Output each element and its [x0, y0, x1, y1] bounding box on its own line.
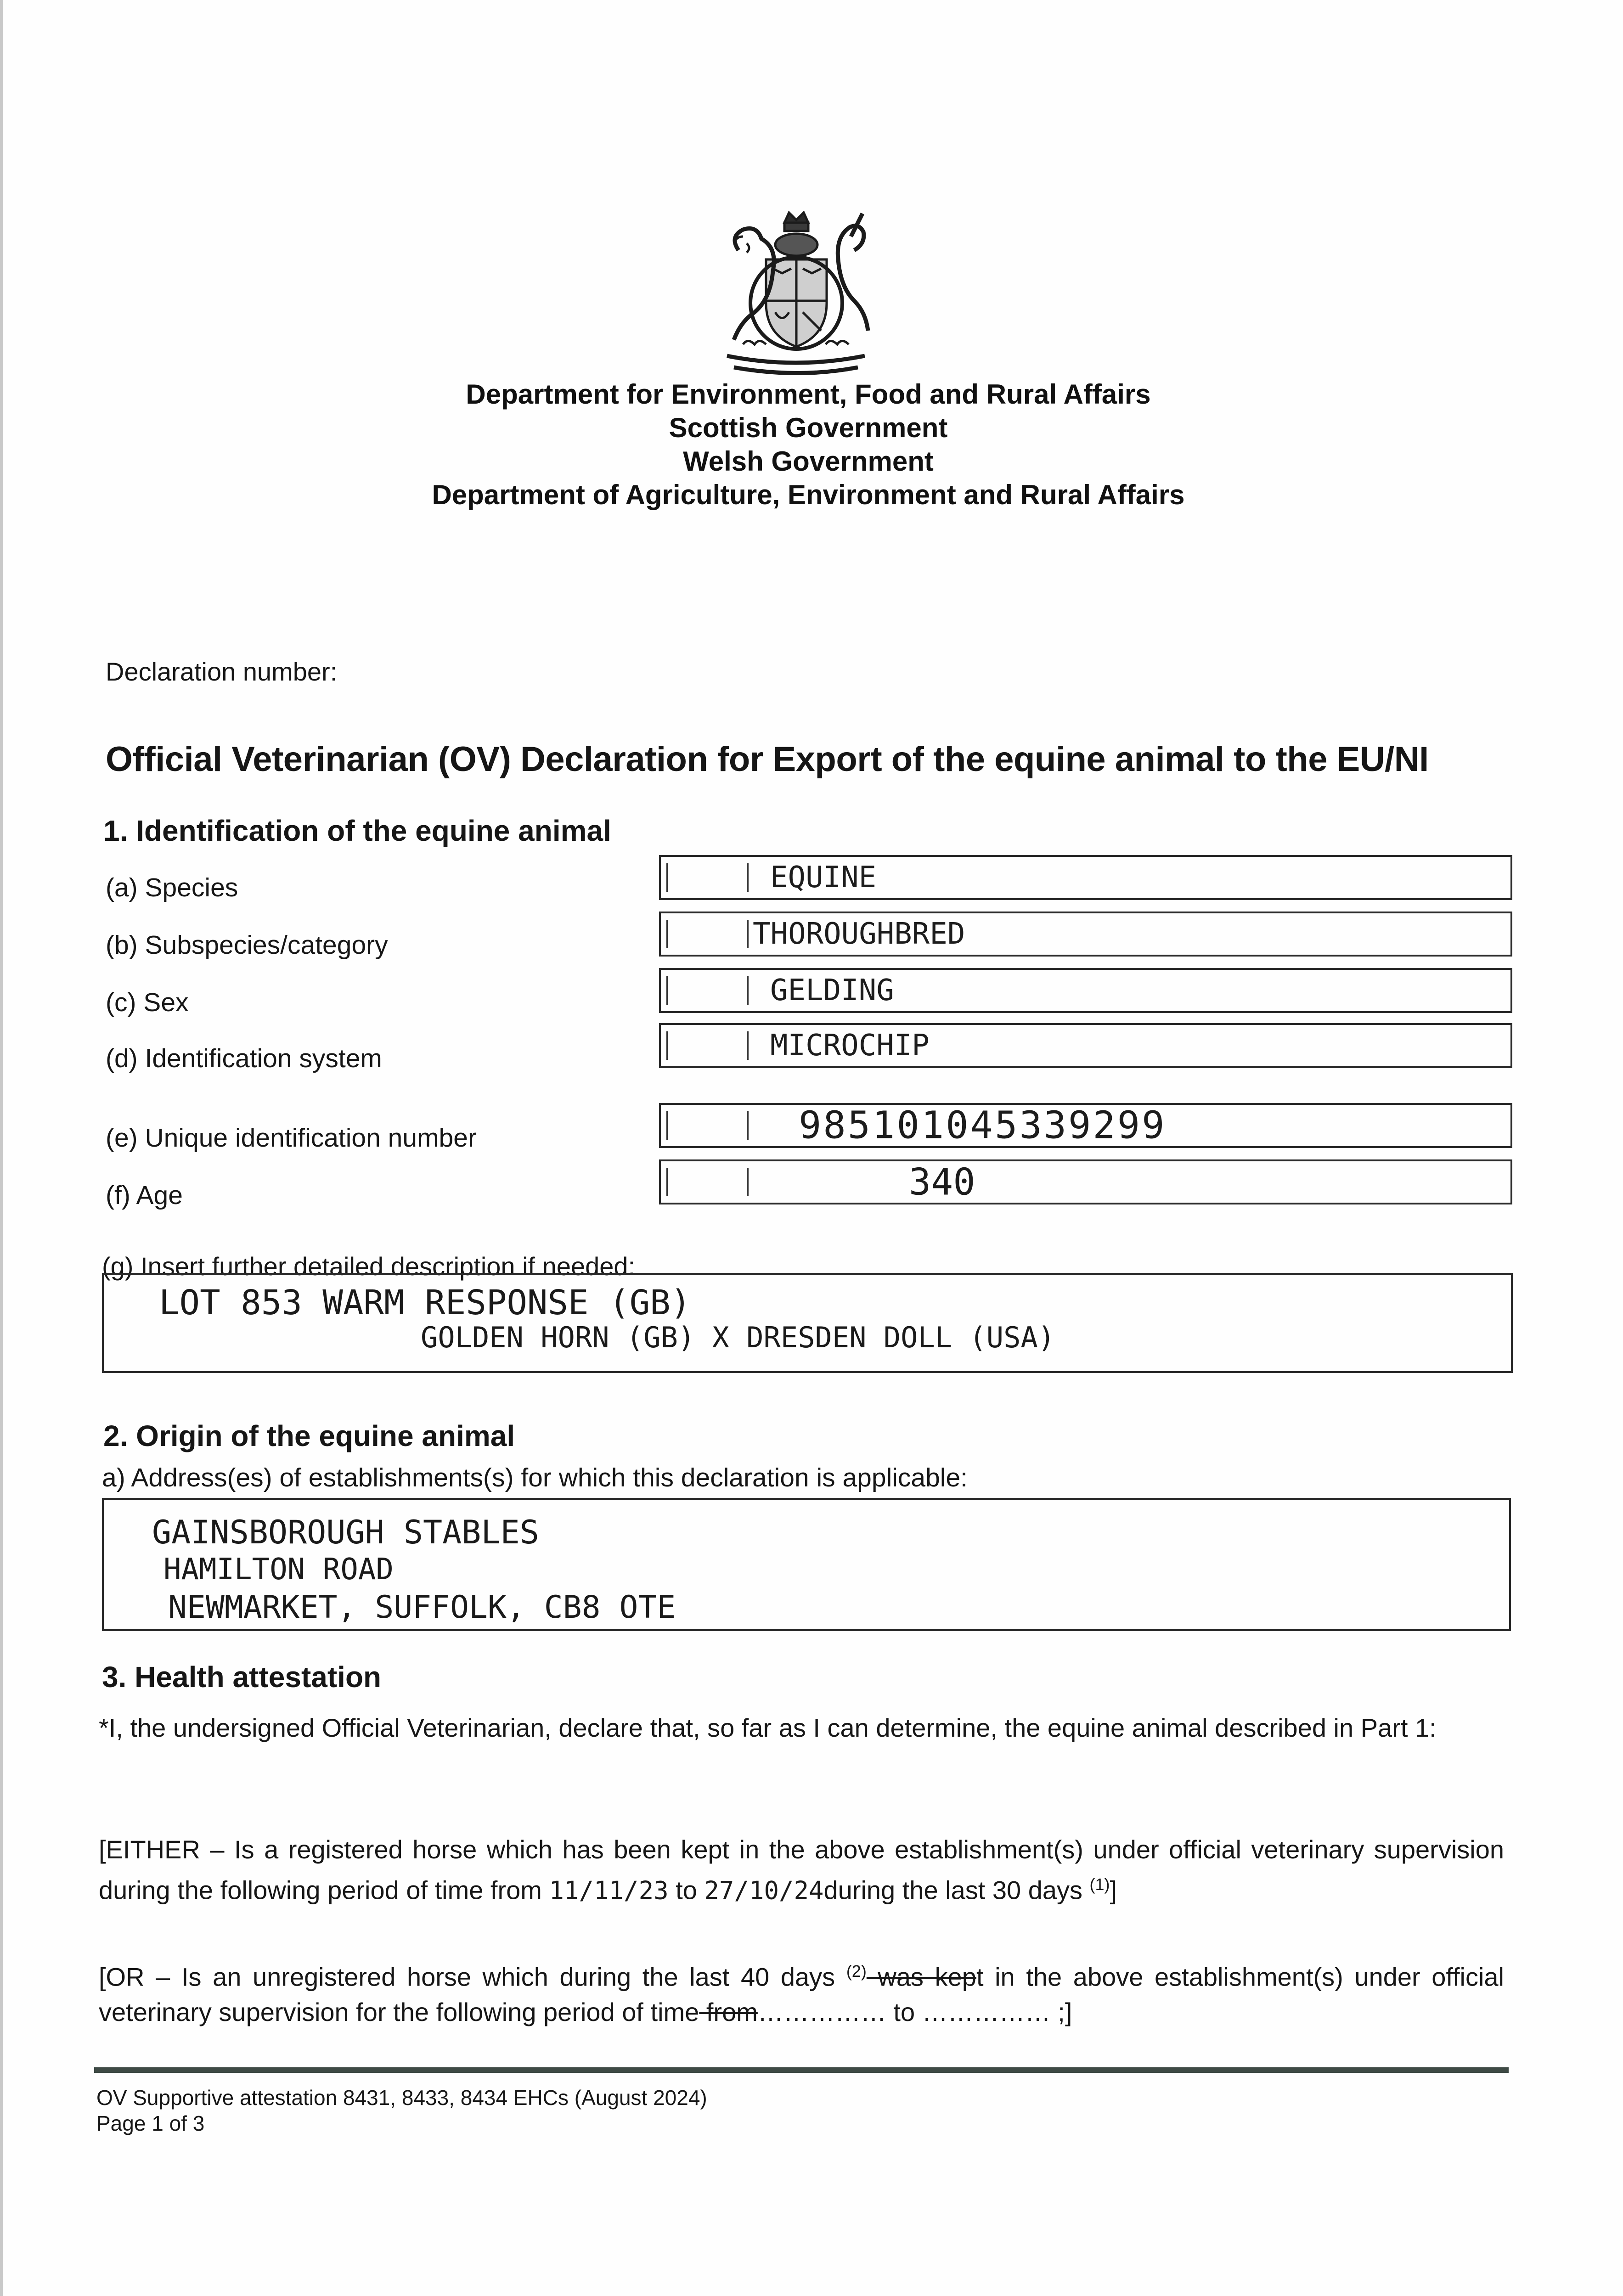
subspecies-label: (b) Subspecies/category: [106, 930, 388, 960]
description-line-2: GOLDEN HORN (GB) X DRESDEN DOLL (USA): [421, 1321, 1055, 1354]
scan-edge: [0, 0, 3, 2296]
either-clause: [EITHER – Is a registered horse which has been kept in the above establishment(s) under official veterinary supervision during the following period of time from 11/11/23 to 27/10/24during the last 30 days $^{(1)}$]: [99, 1835, 1504, 1905]
unique-id-label: (e) Unique identification number: [106, 1123, 477, 1153]
sex-value: GELDING: [770, 974, 894, 1007]
issuing-departments: [367, 377, 1249, 512]
footer: [96, 2085, 707, 2136]
section-2-heading: 2. Origin of the equine animal: [103, 1419, 515, 1452]
address-line-2: HAMILTON ROAD: [163, 1553, 394, 1587]
section-1-heading: 1. Identification of the equine animal: [103, 814, 611, 847]
subspecies-field[interactable]: [659, 912, 1512, 957]
declaration-number-label: Declaration number:: [106, 657, 338, 686]
either-to-date[interactable]: 27/10/24: [704, 1876, 824, 1905]
struck-text-2: from: [699, 1997, 758, 2026]
section-3-heading: 3. Health attestation: [102, 1660, 382, 1694]
species-label: (a) Species: [106, 873, 238, 902]
or-dates-placeholder[interactable]: …………… to …………… ;]: [757, 1997, 1072, 2026]
footer-rule: [94, 2067, 1509, 2073]
sex-label: (c) Sex: [106, 988, 189, 1017]
department-scottish-government: Scottish Government: [669, 412, 948, 443]
footer-page-number: Page 1 of 3: [96, 2111, 205, 2135]
species-value: EQUINE: [770, 861, 877, 895]
royal-coat-of-arms-icon: [711, 209, 882, 375]
address-line-1: GAINSBOROUGH STABLES: [152, 1514, 539, 1551]
identification-system-field[interactable]: [659, 1023, 1512, 1068]
age-value: 340: [909, 1160, 975, 1204]
document-title: Official Veterinarian (OV) Declaration for Export of the equine animal to the EU/NI: [106, 740, 1429, 779]
department-defra: Department for Environment, Food and Rural Affairs: [466, 379, 1151, 410]
footer-attestation-ref: OV Supportive attestation 8431, 8433, 8434 EHCs (August 2024): [96, 2086, 707, 2110]
species-field[interactable]: [659, 855, 1512, 900]
description-line-1: LOT 853 WARM RESPONSE (GB): [159, 1283, 691, 1322]
department-daera: Department of Agriculture, Environment and Rural Affairs: [432, 479, 1185, 510]
unique-id-value: 985101045339299: [799, 1103, 1167, 1148]
further-description-box[interactable]: [102, 1273, 1513, 1373]
age-field[interactable]: [659, 1159, 1512, 1204]
address-label: a) Address(es) of establishments(s) for which this declaration is applicable:: [102, 1463, 968, 1492]
department-welsh-government: Welsh Government: [683, 446, 934, 477]
address-line-3: NEWMARKET, SUFFOLK, CB8 OTE: [168, 1589, 676, 1626]
unique-id-field[interactable]: [659, 1103, 1512, 1148]
identification-system-value: MICROCHIP: [770, 1029, 930, 1063]
attestation-intro: *I, the undersigned Official Veterinarian, declare that, so far as I can determine, the equine animal described in Part 1:: [99, 1713, 1437, 1742]
subspecies-value: THOROUGHBRED: [753, 917, 965, 951]
struck-text-1: was kep: [866, 1962, 976, 1992]
or-clause: [OR – Is an unregistered horse which during the last 40 days $^{(2)}$ was kept in the above establishment(s) under official veterinary supervision for the following period of time from…………… to …………… ;]: [99, 1962, 1504, 2026]
identification-system-label: (d) Identification system: [106, 1044, 382, 1073]
establishment-address-box[interactable]: [102, 1498, 1511, 1631]
sex-field[interactable]: [659, 968, 1512, 1013]
either-from-date[interactable]: 11/11/23: [549, 1876, 669, 1905]
age-label: (f) Age: [106, 1181, 183, 1210]
further-description-label: (g) Insert further detailed description if needed:: [102, 1252, 636, 1281]
